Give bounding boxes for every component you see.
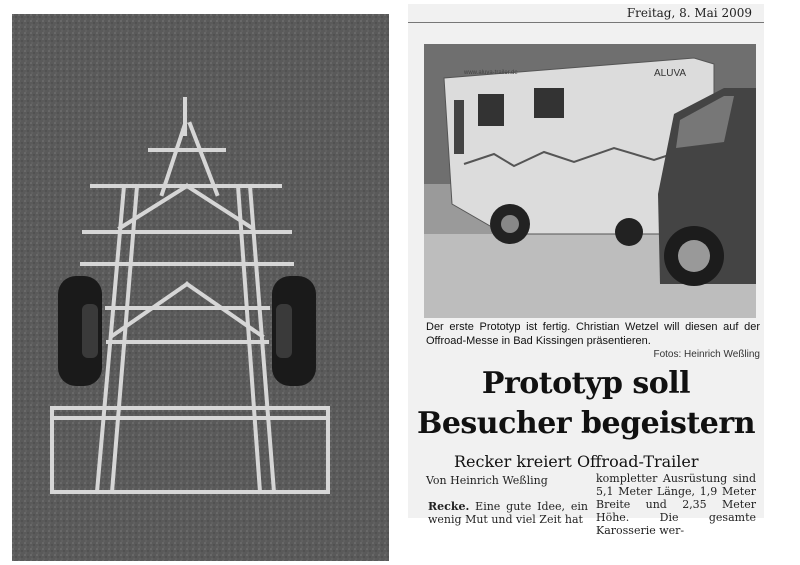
article-dateline: Recke. xyxy=(428,500,470,513)
byline: Von Heinrich Weßling xyxy=(426,474,548,487)
news-photo xyxy=(424,44,756,318)
brand-logo: ALUVA xyxy=(654,68,687,79)
newspaper-clipping xyxy=(408,4,764,537)
right-wheel xyxy=(272,276,316,386)
caption-text: Der erste Prototyp ist fertig. Christian Wetzel will diesen auf der Offroad-Messe in Bad Kissingen präsentieren. xyxy=(426,321,760,347)
article-column-left xyxy=(428,500,588,526)
chassis-photo xyxy=(12,14,389,561)
trailer-side-text: www.aluva-trailer.de xyxy=(464,70,518,76)
photo-credit: Fotos: Heinrich Weßling xyxy=(653,349,760,360)
dateline: Freitag, 8. Mai 2009 xyxy=(408,4,764,23)
headline-line-2: Besucher begeistern xyxy=(416,406,756,441)
photo-caption xyxy=(426,320,760,362)
subheadline: Recker kreiert Offroad-Trailer xyxy=(454,452,699,471)
article-text-left: Eine gute Idee, ein wenig Mut und viel Zeit hat xyxy=(428,500,588,526)
headline-line-1: Prototyp soll xyxy=(481,366,691,401)
article-column-right: kompletter Ausrüstung sind 5,1 Meter Länge, 1,9 Meter Breite und 2,35 Meter Höhe. Die gesamte Karosserie wer- xyxy=(596,472,756,537)
camper-trailer-illustration xyxy=(424,44,756,318)
left-wheel xyxy=(58,276,102,386)
trailer-chassis-illustration xyxy=(12,14,389,561)
